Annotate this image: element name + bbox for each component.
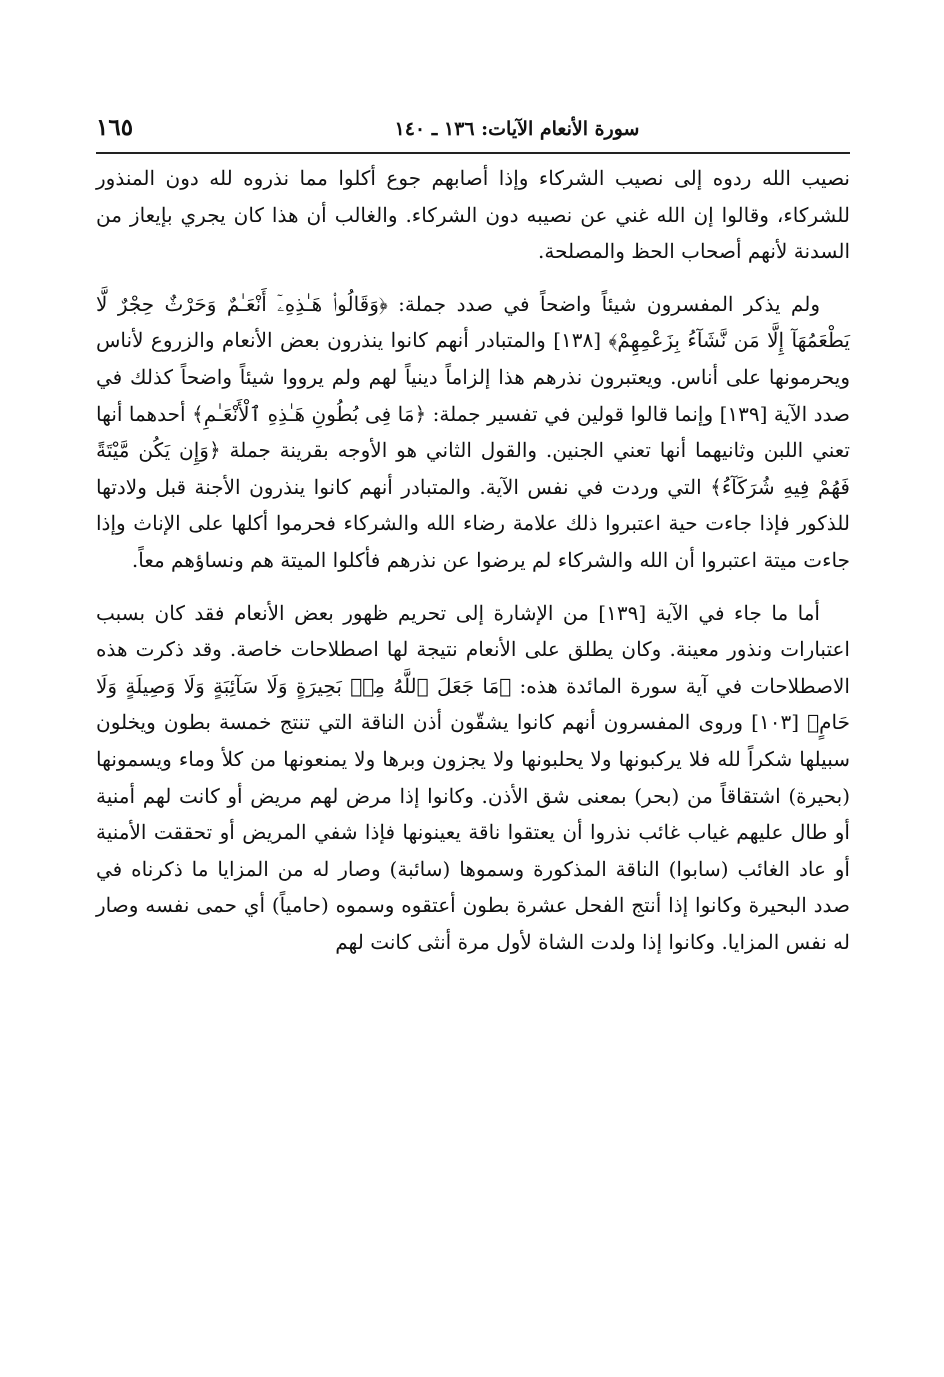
page-number: ١٦٥ (96, 114, 134, 141)
running-title: سورة الأنعام الآيات: ١٣٦ ـ ١٤٠ (394, 118, 640, 140)
header-divider (96, 152, 850, 154)
paragraph-3: أما ما جاء في الآية [١٣٩] من الإشارة إلى تحريم ظهور بعض الأنعام فقد كان بسبب اعتبارات ونذور معينة. وكان يطلق على الأنعام نتيجة لها اصطلاحات خاصة. وقد ذكرت هذه الاصطلاحات في آية سورة المائدة هذه: ﴿مَا جَعَلَ ٱللَّهُ مِنۢ بَحِيرَةٍ وَلَا سَآئِبَةٍ وَلَا وَصِيلَةٍ وَلَا حَامٍ﴾ [١٠٣] وروى المفسرون أنهم كانوا يشقّون أذن الناقة التي تنتج خمسة بطون ويخلون سبيلها شكراً لله فلا يركبونها ولا يحلبونها ولا يجزون وبرها ولا يمنعونها من كلأ وماء ويسمونها (بحيرة) اشتقاقاً من (بحر) بمعنى شق الأذن. وكانوا إذا مرض لهم مريض أو كانت لهم أمنية أو طال عليهم غياب غائب نذروا أن يعتقوا ناقة يعينونها فإذا شفي المريض أو تحققت الأمنية أو عاد الغائب (سابوا) الناقة المذكورة وسموها (سائبة) وصار له من المزايا ما ذكرناه في صدد البحيرة وكانوا إذا أنتج الفحل عشرة بطون أعتقوه وسموه (حامياً) أي حمى نفسه وصار له نفس المزايا. وكانوا إذا ولدت الشاة لأول مرة أنثى كانت لهم (96, 600, 850, 954)
body-text (96, 160, 850, 960)
paragraph-1: نصيب الله ردوه إلى نصيب الشركاء وإذا أصابهم جوع أكلوا مما نذروه لله دون المنذور للشركاء، وقالوا إن الله غني عن نصيبه دون الشركاء. والغالب أن هذا كان يجري بإيعاز من السدنة لأنهم أصحاب الحظ والمصلحة. (96, 166, 850, 264)
paragraph-2: ولم يذكر المفسرون شيئاً واضحاً في صدد جملة: ﴿وَقَالُوا۟ هَـٰذِهِۦٓ أَنْعَـٰمٌ وَحَرْثٌ حِجْرٌ لَّا يَطْعَمُهَآ إِلَّا مَن نَّشَآءُ بِزَعْمِهِمْ﴾ [١٣٨] والمتبادر أنهم كانوا ينذرون بعض الأنعام والزروع لأناس ويحرمونها على أناس. ويعتبرون نذرهم هذا إلزاماً دينياً لهم ولم يرووا شيئاً واضحاً كذلك في صدد الآية [١٣٩] وإنما قالوا قولين في تفسير جملة: ﴿مَا فِى بُطُونِ هَـٰذِهِ ٱلْأَنْعَـٰمِ﴾ أحدهما أنها تعني اللبن وثانيهما أنها تعني الجنين. والقول الثاني هو الأوجه بقرينة جملة ﴿وَإِن يَكُن مَّيْتَةً فَهُمْ فِيهِ شُرَكَآءُ﴾ التي وردت في نفس الآية. والمتبادر أنهم كانوا ينذرون الأجنة قبل ولادتها للذكور فإذا جاءت حية اعتبروا ذلك علامة رضاء الله والشركاء فحرموا أكلها على الإناث وإذا جاءت ميتة اعتبروا أن الله والشركاء لم يرضوا عن نذرهم فأكلوا الميتة هم ونساؤهم معاً. (96, 291, 850, 572)
page-header (96, 112, 848, 148)
